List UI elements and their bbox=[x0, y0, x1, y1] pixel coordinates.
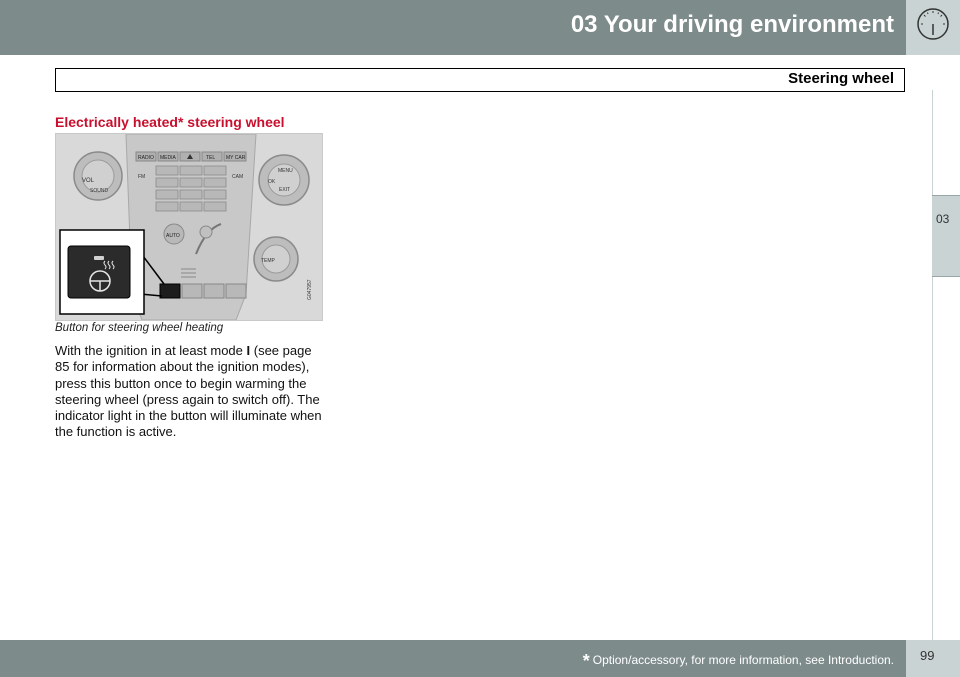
page-number-box bbox=[906, 640, 960, 677]
chapter-tab-number: 03 bbox=[936, 212, 950, 226]
center-console-illustration bbox=[55, 133, 323, 321]
mycar-label: MY CAR bbox=[226, 155, 246, 161]
page-number: 99 bbox=[920, 648, 935, 663]
article-title: Electrically heated* steering wheel bbox=[55, 114, 285, 130]
footnote-text: Option/accessory, for more information, see Introduction. bbox=[592, 653, 894, 667]
chapter-icon-box bbox=[906, 0, 960, 55]
exit-label: EXIT bbox=[279, 187, 291, 193]
page-footer bbox=[0, 640, 960, 677]
fm-label: FM bbox=[138, 174, 146, 180]
cam-label: CAM bbox=[232, 174, 244, 180]
figure-code: G047957 bbox=[307, 279, 313, 300]
radio-label: RADIO bbox=[138, 155, 154, 161]
temp-label: TEMP bbox=[261, 258, 275, 264]
footnote-star: * bbox=[582, 651, 590, 671]
paragraph-part-1: With the ignition in at least mode bbox=[55, 343, 247, 358]
gauge-icon bbox=[906, 0, 960, 55]
menu-label: MENU bbox=[278, 168, 293, 174]
chapter-title: 03 Your driving environment bbox=[570, 11, 894, 38]
tel-label: TEL bbox=[206, 155, 216, 161]
margin-rule bbox=[932, 90, 933, 640]
ignition-mode: I bbox=[246, 343, 251, 358]
ok-label: OK bbox=[268, 179, 276, 185]
paragraph-part-2: (see page 85 for information about the ignition modes), press this button once to begin warming the steering wheel (press again to switch off). The indicator light in the button will illuminate when the function is active. bbox=[55, 343, 322, 440]
body-paragraph bbox=[55, 343, 327, 441]
figure-caption: Button for steering wheel heating bbox=[55, 322, 224, 334]
chapter-tab[interactable] bbox=[932, 195, 960, 277]
vol-label: VOL bbox=[82, 178, 95, 184]
sound-label: SOUND bbox=[90, 188, 109, 194]
media-label: MEDIA bbox=[160, 155, 176, 161]
section-title: Steering wheel bbox=[788, 70, 894, 87]
section-title-bar bbox=[55, 68, 905, 92]
chapter-header bbox=[0, 0, 960, 55]
footnote bbox=[583, 651, 894, 672]
auto-label: AUTO bbox=[166, 233, 180, 239]
